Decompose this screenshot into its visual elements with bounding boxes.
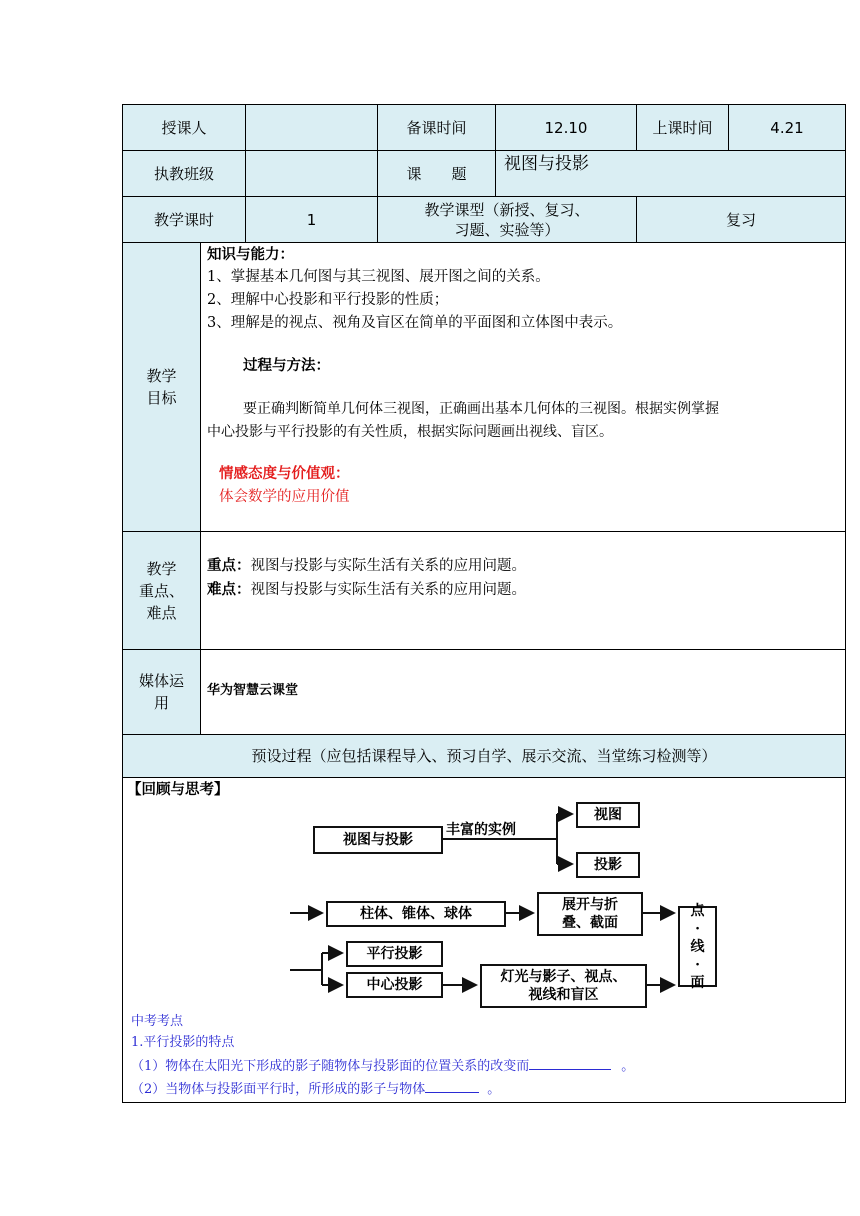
difficult-point-label: 难点：	[207, 582, 251, 598]
objectives-label	[122, 242, 201, 532]
diagram-unfold-box: 展开与折叠、截面	[537, 892, 643, 936]
teacher-value	[245, 104, 378, 151]
focus-label-line2: 重点、	[138, 581, 184, 600]
question-1	[131, 1055, 634, 1078]
lesson-type-label-line2: 习题、实验等）	[454, 220, 560, 239]
media-label-line2: 用	[153, 694, 169, 712]
lesson-type-label-line1: 教学课型（新授、复习、	[424, 200, 590, 219]
knowledge-item-1: 1、掌握基本几何图与其三视图、展开图之间的关系。	[207, 269, 550, 285]
topic-value-cell	[495, 150, 846, 197]
key-point-label: 重点：	[207, 558, 251, 574]
media-label	[122, 649, 201, 735]
focus-label	[122, 531, 201, 650]
periods-value: 1	[245, 196, 378, 243]
process-line-1: 要正确判断简单几何体三视图，正确画出基本几何体的三视图。根据实例掌握	[243, 401, 719, 417]
question-1-blank[interactable]	[529, 1055, 611, 1070]
diagram-point-line-plane-box: 点·线·面	[678, 906, 717, 987]
review-heading: 【回顾与思考】	[127, 782, 229, 798]
objectives-label-line2: 目标	[146, 389, 177, 407]
prep-time-label: 备课时间	[377, 104, 496, 151]
diagram-examples-label: 丰富的实例	[446, 822, 516, 838]
lesson-type-value: 复习	[636, 196, 846, 243]
media-value: 华为智慧云课堂	[207, 683, 299, 698]
difficult-point-text: 视图与投影与实际生活有关系的应用问题。	[250, 582, 526, 598]
exam-heading: 中考考点	[131, 1014, 184, 1029]
diagram-parallel-box: 平行投影	[346, 941, 443, 967]
question-2-blank[interactable]	[425, 1078, 479, 1093]
question-1-text: （1）物体在太阳光下形成的影子随物体与投影面的位置关系的改变而	[131, 1059, 530, 1074]
prep-time-value: 12.10	[495, 104, 637, 151]
class-value	[245, 150, 378, 197]
question-1-end: 。	[621, 1059, 635, 1074]
diagram-view-box: 视图	[576, 802, 640, 828]
topic-label: 课 题	[377, 150, 496, 197]
process-heading: 过程与方法：	[243, 358, 330, 374]
emotion-heading: 情感态度与价值观：	[219, 466, 350, 482]
knowledge-item-3: 3、理解是的视点、视角及盲区在简单的平面图和立体图中表示。	[207, 315, 623, 331]
diagram-root-box: 视图与投影	[313, 826, 443, 854]
key-point-text: 视图与投影与实际生活有关系的应用问题。	[250, 558, 526, 574]
objectives-label-line1: 教学	[146, 367, 177, 385]
item-title: 1.平行投影的特点	[131, 1035, 235, 1050]
question-2-text: （2）当物体与投影面平行时，所形成的影子与物体	[131, 1082, 426, 1097]
class-time-label: 上课时间	[636, 104, 729, 151]
media-label-line1: 媒体运	[138, 672, 184, 690]
diagram-projection-box: 投影	[576, 852, 640, 878]
question-2	[131, 1078, 500, 1101]
diagram-light-box: 灯光与影子、视点、视线和盲区	[480, 964, 647, 1008]
key-point	[207, 555, 526, 577]
diagram-central-box: 中心投影	[346, 972, 443, 998]
emotion-text: 体会数学的应用价值	[219, 489, 350, 505]
class-label: 执教班级	[122, 150, 246, 197]
process-line-2: 中心投影与平行投影的有关性质，根据实际问题画出视线、盲区。	[207, 424, 613, 440]
process-header: 预设过程（应包括课程导入、预习自学、展示交流、当堂练习检测等）	[122, 734, 846, 778]
topic-value: 视图与投影	[504, 154, 589, 174]
knowledge-item-2: 2、理解中心投影和平行投影的性质；	[207, 292, 449, 308]
class-time-value: 4.21	[728, 104, 846, 151]
diagram-solids-box: 柱体、锥体、球体	[326, 901, 506, 927]
focus-label-line1: 教学	[146, 559, 177, 578]
difficult-point	[207, 579, 526, 601]
focus-label-line3: 难点	[146, 603, 177, 622]
teacher-label: 授课人	[122, 104, 246, 151]
knowledge-heading: 知识与能力：	[207, 247, 294, 263]
lesson-type-label	[377, 196, 637, 243]
question-2-end: 。	[487, 1082, 501, 1097]
periods-label: 教学课时	[122, 196, 246, 243]
